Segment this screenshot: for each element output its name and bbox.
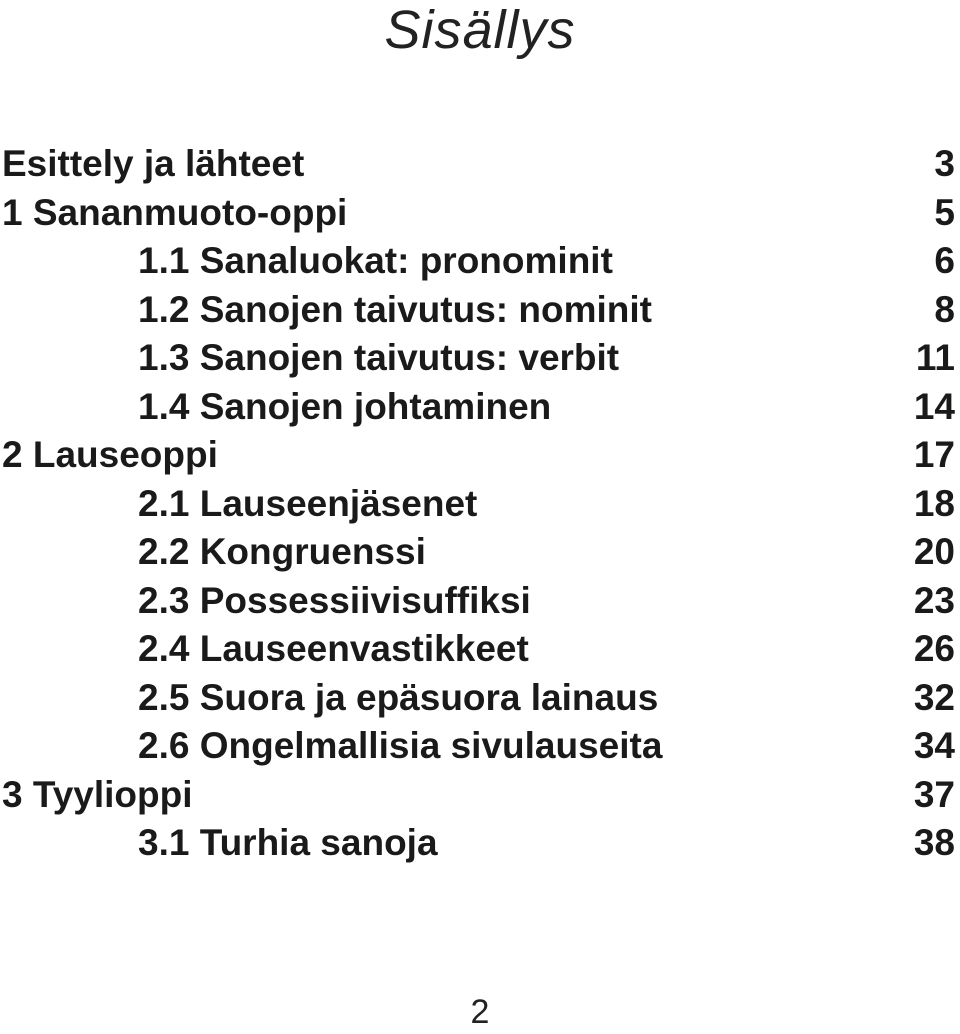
- toc-entry[interactable]: [0, 722, 960, 771]
- toc-entry[interactable]: [0, 577, 960, 626]
- toc-entry-label: 1 Sananmuoto-oppi: [2, 191, 348, 233]
- toc-entry[interactable]: [0, 334, 960, 383]
- toc-entry-page: 5: [934, 191, 955, 233]
- toc-entry-label: 1.4 Sanojen johtaminen: [138, 385, 552, 427]
- toc-entry-label: 2.3 Possessiivisuffiksi: [138, 579, 531, 621]
- toc-entry-label: 1.2 Sanojen taivutus: nominit: [138, 288, 652, 330]
- toc-entry-label: Esittely ja lähteet: [2, 143, 305, 184]
- toc-entry[interactable]: [0, 771, 960, 820]
- toc-entry[interactable]: [0, 140, 960, 189]
- toc-entry-label: 2.6 Ongelmallisia sivulauseita: [138, 725, 663, 766]
- toc-entry-label: 2.1 Lauseenjäsenet: [138, 482, 478, 524]
- toc-entry-label: 2 Lauseoppi: [2, 434, 218, 475]
- toc-entry[interactable]: [0, 674, 960, 723]
- toc-entry[interactable]: [0, 189, 960, 238]
- page-number: 2: [470, 993, 490, 1031]
- toc-entry-label: 2.4 Lauseenvastikkeet: [138, 628, 529, 669]
- toc-entry[interactable]: [0, 286, 960, 335]
- toc-entry[interactable]: [0, 819, 960, 868]
- toc-entry-label: 3.1 Turhia sanoja: [138, 822, 438, 863]
- toc-entry-label: 2.2 Kongruenssi: [138, 531, 426, 572]
- toc-entry[interactable]: [0, 528, 960, 577]
- toc-entry[interactable]: [0, 625, 960, 674]
- toc-entry[interactable]: [0, 431, 960, 480]
- toc-entry[interactable]: [0, 237, 960, 286]
- toc-entry-label: 3 Tyylioppi: [2, 773, 193, 815]
- toc-entry[interactable]: [0, 480, 960, 529]
- toc-entry-page: 37: [913, 773, 955, 815]
- page-title: Sisällys: [384, 0, 576, 60]
- toc-entry-page: 20: [913, 531, 955, 572]
- toc-entry-page: 11: [915, 337, 955, 378]
- toc-entry[interactable]: [0, 383, 960, 432]
- toc-entry-label: 1.3 Sanojen taivutus: verbit: [138, 337, 620, 378]
- toc-entry-label: 1.1 Sanaluokat: pronominit: [138, 240, 613, 281]
- toc-entry-page: 32: [913, 676, 955, 718]
- toc-entry-page: 6: [934, 240, 955, 281]
- toc-entry-page: 8: [934, 288, 955, 330]
- toc-entry-page: 18: [913, 482, 955, 524]
- toc-entry-page: 14: [913, 385, 955, 427]
- toc-entry-label: 2.5 Suora ja epäsuora lainaus: [138, 676, 659, 718]
- toc-entry-page: 3: [934, 143, 955, 184]
- table-of-contents: [0, 140, 960, 868]
- toc-entry-page: 38: [913, 822, 955, 863]
- toc-entry-page: 17: [913, 434, 955, 475]
- toc-entry-page: 23: [913, 579, 955, 621]
- toc-entry-page: 26: [913, 628, 955, 669]
- toc-entry-page: 34: [913, 725, 955, 766]
